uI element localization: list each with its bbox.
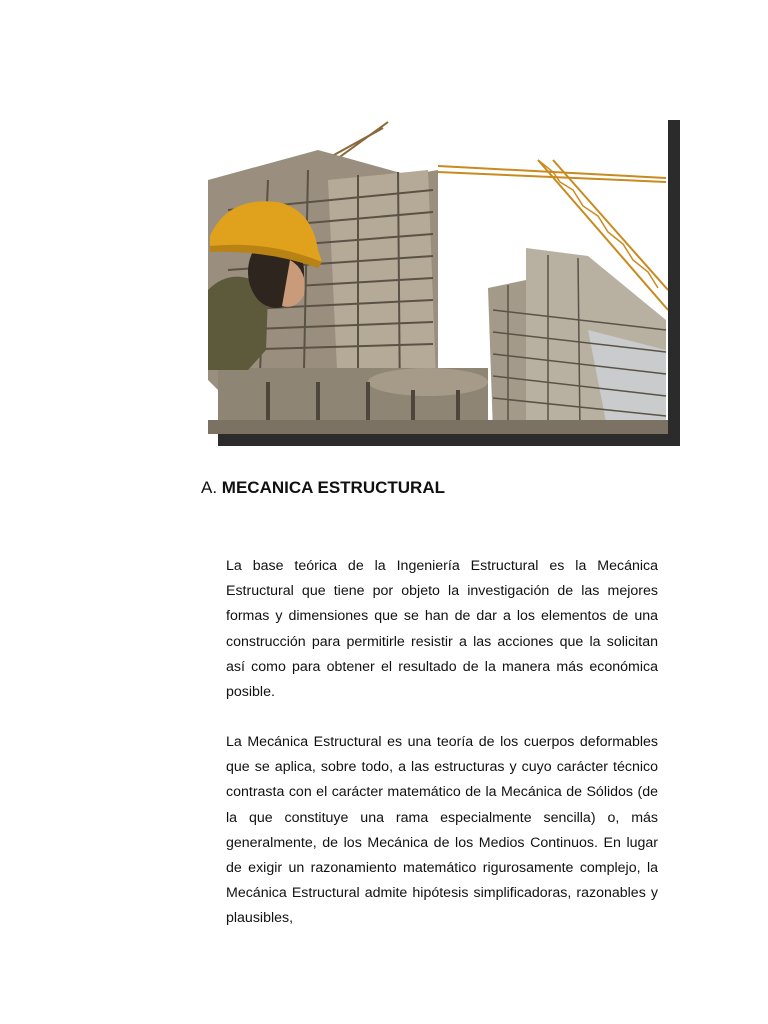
section-title: MECANICA ESTRUCTURAL <box>221 478 445 497</box>
cover-figure <box>208 120 680 446</box>
section-letter: A. <box>201 478 218 497</box>
figure-shadow-right <box>668 120 680 446</box>
construction-photo <box>208 120 668 434</box>
section-heading <box>201 478 445 498</box>
figure-shadow-bottom <box>218 434 680 446</box>
ground-strip <box>208 420 668 434</box>
paragraph-2: La Mecánica Estructural es una teoría de los cuerpos deformables que se aplica, sobre todo, a las estructuras y cuyo carácter técnico contrasta con el carácter matemático de la Mecánica de Sólidos (de la que constituye una rama especialmente sencilla) o, más generalmente, de los Mecánica de los Medios Continuos. En lugar de exigir un razonamiento matemático rigurosamente complejo, la Mecánica Estructural admite hipótesis simplificadoras, razonables y plausibles, <box>226 734 658 927</box>
paragraph-1: La base teórica de la Ingeniería Estructural es la Mecánica Estructural que tiene por objeto la investigación de las mejores formas y dimensiones que se han de dar a los elementos de una construcción para permitirle resistir a las acciones que la solicitan así como para obtener el resultado de la manera más económica posible. <box>226 558 658 701</box>
